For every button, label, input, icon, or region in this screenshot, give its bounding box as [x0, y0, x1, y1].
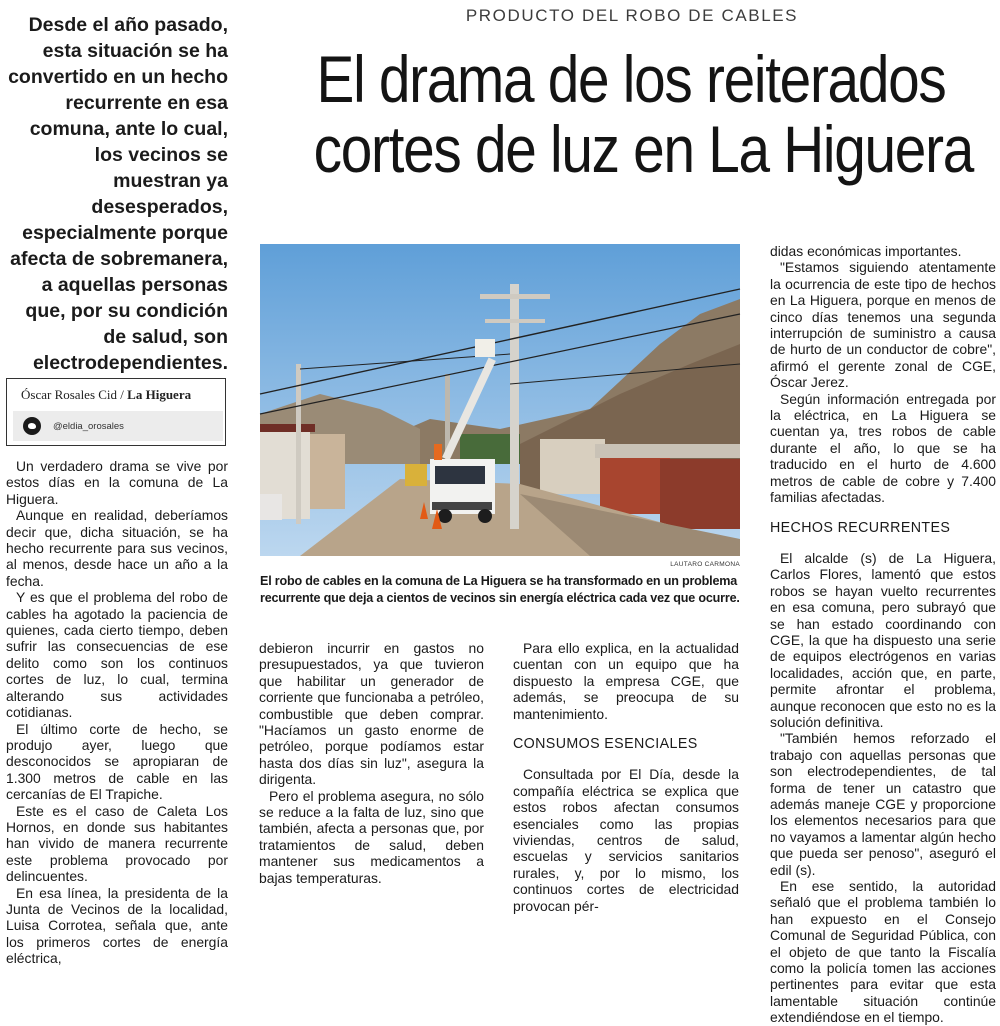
photo-house-right-2 [600, 454, 670, 514]
column-3-paragraph: Consultada por El Día, desde la compañía eléctrica se explica que estos robos afectan consumos esenciales como las propias viviendas, centros de salud, escuelas y servicios sanitarios rurales, y, por lo mismo, los continuos cortes de electricidad provocan pér- [513, 766, 739, 914]
photo-pole-crossarm-2 [485, 319, 545, 323]
byline-box [6, 378, 226, 446]
photo-caption: El robo de cables en la comuna de La Higuera se ha transformado en un problema recurrente que deja a cientos de vecinos sin energía eléctrica cada vez que ocurre. [260, 574, 740, 605]
photo-bucket [475, 339, 495, 357]
headline-line-1: El drama de los reiterados [316, 42, 946, 116]
column-1-paragraph: Aunque en realidad, deberíamos decir que, dicha situación, se ha hecho recurrente para sus vecinos, al menos, desde hace un año a la fecha. [6, 507, 228, 589]
kicker: PRODUCTO DEL ROBO DE CABLES [465, 6, 799, 25]
headline-line-2: cortes de luz en La Higuera [313, 112, 973, 186]
photo-pole-left [296, 364, 301, 524]
column-4-paragraph: "También hemos reforzado el trabajo con aquellas personas que son electrodependientes, de tal forma de tener un catastro que además maneje CGE y proporcione los elementos necesarios para que no vayamos a lamentar algún hecho que pueda ser penoso", aseguró el edil (s). [770, 730, 996, 878]
lede: Desde el año pasado, esta situación se ha convertido en un hecho recurrente en esa comuna, ante lo cual, los vecinos se muestran ya desesperados, especialmente porque afecta de sobremanera, a aquellas personas que, por su condición de salud, son electrodependientes. [8, 14, 228, 374]
column-1-paragraph: Este es el caso de Caleta Los Hornos, en donde sus habitantes han vivido de manera recurrente este problema provocado por delincuentes. [6, 802, 228, 885]
photo-truck-bumper [432, 502, 492, 510]
twitter-handle[interactable]: @eldia_orosales [53, 420, 124, 432]
column-4-paragraph: "Estamos siguiendo atentamente la ocurrencia de este tipo de hechos en La Higuera, porque en menos de cinco días tenemos una segunda interrupción de suministro a causa de hurto de un conductor de cobre", afirmó el gerente zonal de CGE, Óscar Jerez. [770, 259, 996, 391]
photo-worker [434, 444, 442, 460]
photo-house-right-3 [660, 459, 740, 529]
column-1-paragraph: Y es que el problema del robo de cables ha agotado la paciencia de quienes, cada cierto tiempo, deben sufrir las consecuencias de ese delito como son los continuos cortes de luz, lo cual, termina alterando sus actividades cotidianas. [6, 589, 228, 721]
section-heading-consumos: CONSUMOS ESENCIALES [513, 735, 698, 753]
column-4-paragraph: El alcalde (s) de La Higuera, Carlos Flores, lamentó que estos robos se hayan vuelto recurrentes en esa comuna, pero subrayó que se han estado coordinando con CGE, la que ha dispuesto una serie de equipos electrógenos en varias localidades, acción que, en parte, permite afrontar el problema, aunque reconocen que esto no es la solución definitiva. [770, 549, 996, 730]
photo-credit: LAUTARO CARMONA [670, 561, 740, 568]
column-1-paragraph: Un verdadero drama se vive por estos días en la comuna de La Higuera. [6, 458, 228, 507]
column-2-paragraph: Pero el problema asegura, no sólo se reduce a la falta de luz, sino que también, afecta a personas que, por tratamientos de salud, deben mantener sus medicamentos a bajas temperaturas. [259, 787, 484, 886]
headline [313, 42, 973, 186]
photo-pole-crossarm-1 [480, 294, 550, 299]
column-2-paragraph: debieron incurrir en gastos no presupuestados, ya que tuvieron que habilitar un generador de corriente que funcionaba a petróleo, combustible que deben comprar. "Hacíamos un gasto enorme de petróleo, porque podíamos estar hasta dos días sin luz", asegura la dirigenta. [259, 640, 484, 788]
column-1-paragraph: En esa línea, la presidenta de la Junta de Vecinos de la localidad, Luisa Corrotea, señala que, ante los primeros cortes de energía eléctrica, [6, 884, 228, 967]
column-4-paragraph: En ese sentido, la autoridad señaló que el problema también lo han expuesto en el Consejo Comunal de Seguridad Pública, con el objeto de que tanto la Fiscalía como la policía tomen las acciones pertinentes para evitar que esta lamentable situación continúe extendiéndose en el tiempo. [770, 878, 996, 1026]
photo-truck-wheel-1 [438, 509, 452, 523]
section-heading-hechos: HECHOS RECURRENTES [770, 518, 951, 536]
photo-truck-window [435, 466, 485, 484]
byline-place: La Higuera [127, 387, 192, 402]
twitter-icon [23, 417, 41, 435]
photo-truck-wheel-2 [478, 509, 492, 523]
photo-car-left [260, 494, 282, 520]
photo [260, 244, 740, 556]
photo-house-left-roof [260, 424, 315, 432]
photo-house-right-roof [595, 444, 740, 458]
byline-separator: / [117, 387, 128, 402]
photo-house-left-2 [310, 434, 345, 509]
column-3 [513, 640, 739, 914]
byline-author: Óscar Rosales Cid [21, 387, 118, 402]
column-4-paragraph: Según información entregada por la eléctrica, en La Higuera se cuentan ya, tres robos de cable durante el año, lo que se ha traducido en el hurto de 4.600 metros de cable de cobre y 7.400 familias afectadas. [770, 390, 996, 506]
column-1-paragraph: El último corte de hecho, se produjo ayer, luego que desconocidos se apropiaran de 1.300 metros de cable en las cercanías de El Trapiche. [6, 720, 228, 803]
social-bar [13, 411, 223, 441]
byline [21, 387, 191, 403]
column-3-paragraph: Para ello explica, en la actualidad cuentan con un equipo que ha dispuesto la empresa CGE, que además, se preocupa de su mantenimiento. [513, 640, 739, 722]
photo-truck-far [405, 464, 427, 486]
column-2 [259, 640, 484, 886]
column-4 [770, 243, 996, 1026]
column-1 [6, 458, 228, 967]
column-4-paragraph: didas económicas importantes. [770, 243, 962, 259]
